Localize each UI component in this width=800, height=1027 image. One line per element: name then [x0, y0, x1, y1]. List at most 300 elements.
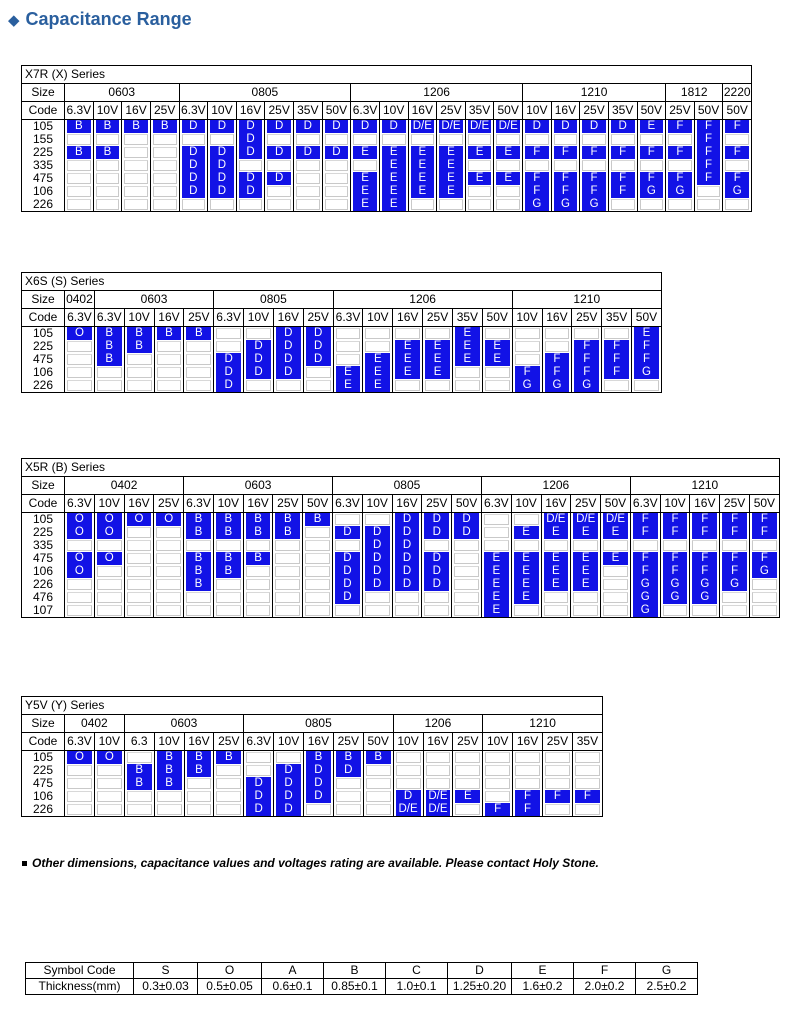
grid-cell	[150, 185, 179, 198]
thickness-code-badge: D	[276, 803, 301, 816]
thickness-code-badge: D	[395, 565, 420, 578]
symbol-code-value: D	[448, 963, 512, 979]
grid-cell	[523, 185, 552, 198]
grid-cell	[333, 790, 363, 803]
empty-cell	[265, 198, 293, 211]
grid-cell	[551, 159, 580, 172]
grid-cell	[154, 790, 184, 803]
empty-cell	[155, 340, 184, 353]
empty-cell	[244, 604, 273, 617]
empty-cell	[466, 133, 494, 146]
grid-cell	[720, 526, 750, 539]
grid-cell	[265, 146, 294, 159]
voltage-header: 16V	[541, 495, 571, 513]
empty-cell	[423, 327, 452, 340]
thickness-code-badge: F	[545, 366, 570, 379]
grid-cell	[273, 526, 303, 539]
grid-cell	[393, 379, 423, 393]
grid-cell	[322, 120, 351, 134]
grid-cell	[362, 565, 392, 578]
grid-cell	[184, 327, 214, 341]
grid-cell	[481, 578, 511, 591]
grid-cell	[452, 366, 482, 379]
thickness-code-badge: D	[611, 120, 635, 133]
grid-cell	[362, 604, 392, 618]
thickness-code-badge: F	[663, 552, 688, 565]
thickness-code-badge: B	[216, 513, 241, 526]
thickness-code-badge: F	[574, 366, 599, 379]
grid-cell	[542, 366, 572, 379]
grid-cell	[690, 539, 720, 552]
grid-cell	[660, 565, 690, 578]
thickness-code-badge: G	[663, 578, 688, 591]
voltage-header: 6.3V	[94, 309, 124, 327]
symbol-code-value: E	[512, 963, 574, 979]
grid-cell	[437, 120, 466, 134]
grid-cell	[392, 565, 422, 578]
empty-cell	[303, 539, 332, 552]
empty-cell	[65, 198, 93, 211]
thickness-code-badge: D	[365, 565, 390, 578]
grid-cell	[452, 353, 482, 366]
empty-cell	[453, 366, 482, 379]
grid-cell	[265, 185, 294, 198]
grid-cell	[236, 198, 265, 212]
grid-cell	[236, 159, 265, 172]
grid-cell	[571, 578, 601, 591]
capacitance-code: 226	[22, 379, 65, 393]
grid-cell	[122, 159, 151, 172]
thickness-code-badge: G	[692, 591, 717, 604]
voltage-header: 25V	[543, 733, 573, 751]
empty-cell	[512, 513, 541, 526]
thickness-code-badge: D	[246, 790, 271, 803]
thickness-code-badge: E	[634, 327, 659, 340]
code-label: Code	[22, 495, 65, 513]
empty-cell	[513, 353, 542, 366]
empty-cell	[695, 185, 723, 198]
grid-cell	[304, 803, 334, 817]
size-header: 1206	[333, 291, 512, 309]
empty-cell	[273, 539, 302, 552]
thickness-value: 0.3±0.03	[134, 979, 198, 995]
grid-cell	[720, 604, 750, 618]
grid-cell	[124, 552, 154, 565]
grid-cell	[243, 578, 273, 591]
grid-cell	[184, 526, 214, 539]
grid-cell	[393, 751, 423, 765]
grid-cell	[423, 366, 453, 379]
voltage-header: 6.3V	[65, 733, 95, 751]
grid-cell	[93, 172, 122, 185]
table-row	[22, 803, 603, 817]
grid-cell	[94, 526, 124, 539]
grid-cell	[243, 565, 273, 578]
empty-cell	[695, 198, 723, 211]
empty-cell	[661, 604, 690, 617]
thickness-code-badge: F	[752, 526, 777, 539]
thickness-code-badge: E	[455, 790, 480, 803]
grid-cell	[208, 146, 237, 159]
thickness-code-badge: D	[182, 172, 206, 185]
empty-cell	[125, 790, 154, 803]
grid-cell	[351, 172, 380, 185]
grid-cell	[494, 185, 523, 198]
thickness-code-badge: E	[496, 146, 520, 159]
grid-cell	[465, 159, 494, 172]
series-title: X6S (S) Series	[22, 273, 662, 291]
empty-cell	[580, 159, 608, 172]
thickness-code-badge: E	[439, 159, 463, 172]
grid-cell	[513, 764, 543, 777]
thickness-code-badge: E	[382, 146, 406, 159]
grid-cell	[423, 790, 453, 803]
empty-cell	[543, 764, 572, 777]
grid-cell	[453, 764, 483, 777]
voltage-header: 50V	[322, 102, 351, 120]
grid-cell	[379, 120, 408, 134]
grid-cell	[422, 578, 452, 591]
thickness-code-badge: D	[296, 120, 320, 133]
grid-cell	[363, 366, 393, 379]
empty-cell	[571, 591, 600, 604]
thickness-code-badge: F	[633, 526, 658, 539]
thickness-code-badge: D	[246, 340, 271, 353]
grid-cell	[453, 751, 483, 765]
thickness-code-badge: E	[573, 578, 598, 591]
symbol-code-value: S	[134, 963, 198, 979]
grid-cell	[294, 159, 323, 172]
thickness-code-badge: F	[582, 146, 606, 159]
thickness-code-badge: B	[336, 751, 361, 764]
capacitance-code: 225	[22, 340, 65, 353]
thickness-code-badge: B	[187, 764, 212, 777]
grid-cell	[333, 353, 363, 366]
size-header: 1812	[666, 84, 723, 102]
thickness-code-badge: F	[725, 172, 749, 185]
empty-cell	[180, 133, 208, 146]
size-header: 0805	[333, 477, 482, 495]
grid-cell	[408, 159, 437, 172]
thickness-code-badge: F	[697, 172, 721, 185]
thickness-code-badge: D	[424, 552, 449, 565]
grid-cell	[244, 790, 274, 803]
thickness-code-badge: G	[752, 565, 777, 578]
thickness-code-badge: E	[514, 565, 539, 578]
empty-cell	[184, 539, 213, 552]
grid-cell	[602, 340, 632, 353]
grid-cell	[179, 159, 208, 172]
grid-cell	[632, 353, 662, 366]
grid-cell	[154, 751, 184, 765]
voltage-header: 10V	[393, 733, 423, 751]
thickness-code-badge: D/E	[496, 120, 520, 133]
grid-cell	[494, 133, 523, 146]
grid-cell	[541, 539, 571, 552]
grid-cell	[243, 513, 273, 527]
grid-cell	[437, 133, 466, 146]
thickness-code-badge: F	[663, 526, 688, 539]
grid-cell	[690, 591, 720, 604]
grid-cell	[65, 366, 95, 379]
empty-cell	[483, 790, 512, 803]
grid-cell	[660, 578, 690, 591]
grid-cell	[65, 526, 95, 539]
grid-cell	[601, 565, 631, 578]
grid-cell	[749, 513, 779, 527]
empty-cell	[65, 604, 94, 617]
grid-cell	[666, 146, 695, 159]
thickness-code-badge: D	[267, 172, 291, 185]
empty-cell	[602, 379, 631, 392]
empty-cell	[380, 133, 408, 146]
empty-cell	[155, 803, 184, 816]
grid-cell	[333, 578, 363, 591]
empty-cell	[214, 591, 243, 604]
grid-cell	[150, 172, 179, 185]
empty-cell	[244, 751, 273, 764]
grid-cell	[304, 764, 334, 777]
thickness-code-badge: B	[246, 552, 271, 565]
empty-cell	[125, 578, 154, 591]
grid-cell	[694, 198, 723, 212]
voltage-header: 35V	[452, 309, 482, 327]
grid-cell	[393, 764, 423, 777]
empty-cell	[601, 539, 630, 552]
grid-cell	[608, 133, 637, 146]
grid-cell	[694, 133, 723, 146]
grid-cell	[408, 146, 437, 159]
empty-cell	[723, 133, 751, 146]
empty-cell	[265, 159, 293, 172]
grid-cell	[184, 353, 214, 366]
grid-cell	[154, 604, 184, 618]
grid-cell	[94, 565, 124, 578]
thickness-code-badge: O	[127, 513, 152, 526]
grid-cell	[303, 565, 333, 578]
grid-cell	[630, 578, 660, 591]
empty-cell	[65, 764, 94, 777]
voltage-header: 6.3V	[65, 102, 94, 120]
grid-cell	[150, 133, 179, 146]
empty-cell	[750, 539, 779, 552]
empty-cell	[453, 777, 482, 790]
grid-cell	[150, 120, 179, 134]
empty-cell	[580, 133, 608, 146]
empty-cell	[304, 803, 333, 816]
empty-cell	[95, 379, 124, 392]
empty-cell	[437, 198, 465, 211]
empty-cell	[94, 172, 122, 185]
grid-cell	[124, 379, 154, 393]
grid-cell	[452, 327, 482, 341]
empty-cell	[482, 539, 511, 552]
empty-cell	[214, 604, 243, 617]
empty-cell	[452, 604, 481, 617]
empty-cell	[466, 198, 494, 211]
grid-cell	[154, 552, 184, 565]
thickness-code-badge: E	[439, 185, 463, 198]
empty-cell	[155, 366, 184, 379]
thickness-code-badge: D	[210, 159, 234, 172]
grid-cell	[423, 777, 453, 790]
thickness-code-badge: D	[210, 120, 234, 133]
empty-cell	[65, 172, 93, 185]
empty-cell	[208, 133, 236, 146]
grid-cell	[541, 565, 571, 578]
grid-cell	[602, 327, 632, 341]
thickness-code-badge: D	[276, 353, 301, 366]
empty-cell	[323, 133, 351, 146]
grid-cell	[154, 777, 184, 790]
empty-cell	[422, 591, 451, 604]
thickness-code-badge: E	[603, 526, 628, 539]
thickness-code-badge: D	[182, 159, 206, 172]
empty-cell	[65, 353, 94, 366]
grid-cell	[632, 379, 662, 393]
table-row	[22, 146, 752, 159]
empty-cell	[154, 539, 183, 552]
empty-cell	[237, 159, 265, 172]
voltage-header: 16V	[154, 309, 184, 327]
grid-cell	[294, 172, 323, 185]
thickness-code-badge: F	[668, 172, 692, 185]
voltage-header: 50V	[482, 309, 512, 327]
size-label: Size	[22, 291, 65, 309]
thickness-code-badge: E	[411, 159, 435, 172]
thickness-code-badge: D	[554, 120, 578, 133]
thickness-code-badge: F	[634, 353, 659, 366]
voltage-header: 10V	[154, 733, 184, 751]
thickness-code-badge: E	[468, 172, 492, 185]
table-row	[22, 353, 662, 366]
empty-cell	[334, 340, 363, 353]
voltage-header: 25V	[422, 495, 452, 513]
thickness-code-badge: G	[574, 379, 599, 392]
grid-cell	[154, 340, 184, 353]
size-header: 1210	[483, 715, 603, 733]
thickness-label: Thickness(mm)	[26, 979, 134, 995]
grid-cell	[294, 185, 323, 198]
thickness-code-badge: B	[153, 120, 177, 133]
grid-cell	[393, 777, 423, 790]
thickness-code-badge: B	[186, 513, 211, 526]
grid-cell	[65, 327, 95, 341]
thickness-code-badge: E	[484, 578, 509, 591]
thickness-code-badge: G	[515, 379, 540, 392]
thickness-code-badge: O	[67, 526, 92, 539]
grid-cell	[542, 379, 572, 393]
y5v-series-table	[21, 696, 603, 817]
grid-cell	[184, 790, 214, 803]
thickness-code-badge: E	[395, 366, 420, 379]
thickness-value: 1.0±0.1	[386, 979, 448, 995]
thickness-code-badge: D	[267, 120, 291, 133]
capacitance-code: 475	[22, 777, 65, 790]
empty-cell	[155, 379, 184, 392]
symbol-code-value: G	[636, 963, 698, 979]
grid-cell	[379, 185, 408, 198]
empty-cell	[452, 591, 481, 604]
empty-cell	[65, 133, 93, 146]
grid-cell	[666, 172, 695, 185]
thickness-code-badge: E	[439, 172, 463, 185]
empty-cell	[323, 185, 351, 198]
thickness-code-badge: E	[382, 159, 406, 172]
thickness-code-badge: D/E	[411, 120, 435, 133]
empty-cell	[185, 790, 214, 803]
symbol-code-value: B	[324, 963, 386, 979]
empty-cell	[122, 146, 150, 159]
grid-cell	[65, 604, 95, 618]
grid-cell	[303, 526, 333, 539]
grid-cell	[154, 366, 184, 379]
thickness-code-badge: G	[633, 591, 658, 604]
voltage-header: 35V	[602, 309, 632, 327]
thickness-code-badge: B	[187, 751, 212, 764]
empty-cell	[95, 539, 124, 552]
grid-cell	[333, 539, 363, 552]
grid-cell	[720, 539, 750, 552]
empty-cell	[333, 604, 362, 617]
grid-cell	[363, 803, 393, 817]
empty-cell	[364, 790, 393, 803]
grid-cell	[723, 146, 752, 159]
grid-cell	[124, 790, 154, 803]
voltage-header: 25V	[580, 102, 609, 120]
voltage-header: 10V	[512, 309, 542, 327]
thickness-code-badge: E	[573, 552, 598, 565]
thickness-code-badge: B	[366, 751, 391, 764]
size-header: 0402	[65, 291, 95, 309]
thickness-code-badge: D	[267, 146, 291, 159]
grid-cell	[580, 133, 609, 146]
empty-cell	[214, 539, 243, 552]
grid-cell	[392, 539, 422, 552]
grid-cell	[333, 552, 363, 565]
grid-cell	[362, 578, 392, 591]
grid-cell	[660, 513, 690, 527]
grid-cell	[511, 578, 541, 591]
grid-cell	[214, 340, 244, 353]
empty-cell	[122, 198, 150, 211]
grid-cell	[723, 159, 752, 172]
grid-cell	[154, 565, 184, 578]
grid-cell	[452, 526, 482, 539]
thickness-code-badge: F	[525, 172, 549, 185]
thickness-code-badge: F	[554, 185, 578, 198]
empty-cell	[513, 764, 542, 777]
empty-cell	[303, 526, 332, 539]
grid-cell	[303, 539, 333, 552]
empty-cell	[65, 159, 93, 172]
thickness-code-badge: F	[545, 353, 570, 366]
table-row	[22, 327, 662, 341]
thickness-code-badge: O	[97, 552, 122, 565]
grid-cell	[511, 565, 541, 578]
capacitance-code: 106	[22, 565, 65, 578]
voltage-header: 10V	[483, 733, 513, 751]
grid-cell	[543, 764, 573, 777]
grid-cell	[265, 133, 294, 146]
empty-cell	[94, 185, 122, 198]
empty-cell	[154, 604, 183, 617]
thickness-code-badge: E	[640, 120, 664, 133]
grid-cell	[482, 353, 512, 366]
grid-cell	[482, 379, 512, 393]
empty-cell	[122, 185, 150, 198]
empty-cell	[363, 340, 392, 353]
